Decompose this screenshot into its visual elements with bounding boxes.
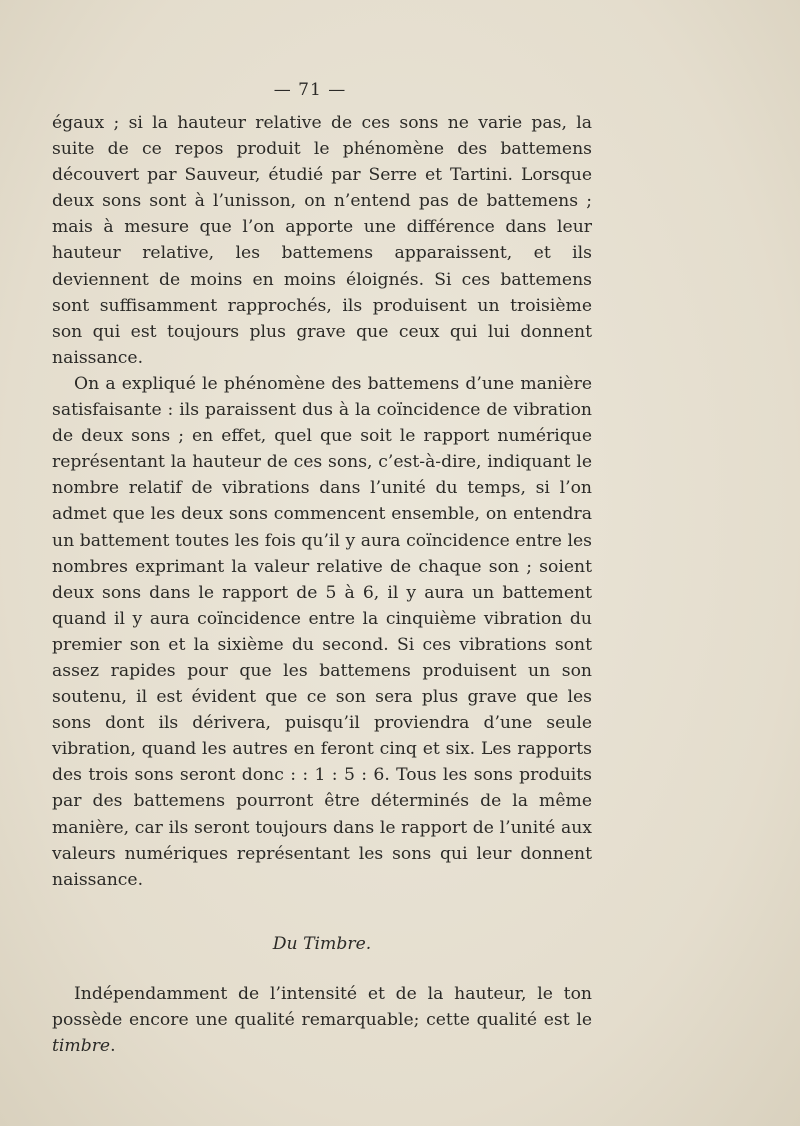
timbre-emphasis: timbre — [52, 1036, 111, 1057]
paragraph-battemens-intro: égaux ; si la hauteur relative de ces sons ne varie pas, la suite de ce repos produit le phénomène des battemens découvert par Sauveur, étudié par Serre et Tartini. Lorsque deux sons sont à l’unisson, on n’entend pas de battemens ; mais à mesure que l’on apporte une différence dans leur hauteur relative, les battemens apparaissent, et ils deviennent de moins en moins éloignés. Si ces battemens sont suffisamment rapprochés, ils produisent un troisième son qui est toujours plus grave que ceux qui lui donnent naissance. — [52, 113, 592, 368]
paragraph-timbre-text: Indépendamment de l’intensité et de la hauteur, le ton possède encore une qualité remarquable; cette qualité est le — [52, 983, 592, 1030]
page-number: — 71 — — [273, 80, 347, 100]
paragraph-timbre — [52, 981, 592, 1059]
page-body — [52, 110, 592, 1059]
paragraph-timbre-end: . — [110, 1036, 116, 1057]
section-title-timbre: Du Timbre. — [272, 933, 372, 954]
paragraph-battemens-explanation: On a expliqué le phénomène des battemens d’une manière satisfaisante : ils paraissent dus à la coïncidence de vibration de deux sons ; en effet, quel que soit le rapport numérique représentant la hauteur de ces sons, c’est-à-dire, indiquant le nombre relatif de vibrations dans l’unité du temps, si l’on admet que les deux sons commencent ensemble, on entendra un battement toutes les fois qu’il y aura coïncidence entre les nombres exprimant la valeur relative de chaque son ; soient deux sons dans le rapport de 5 à 6, il y aura un battement quand il y aura coïncidence entre la cinquième vibration du premier son et la sixième du second. Si ces vibrations sont assez rapides pour que les battemens produisent un son soutenu, il est évident que ce son sera plus grave que les sons dont ils dérivera, puisqu’il proviendra d’une seule vibration, quand les autres en feront cinq et six. Les rapports des trois sons seront donc : : 1 : 5 : 6. Tous les sons produits par des battemens pourront être déterminés de la même manière, car ils seront toujours dans le rapport de l’unité aux valeurs numériques représentant les sons qui leur donnent naissance. — [52, 373, 592, 890]
